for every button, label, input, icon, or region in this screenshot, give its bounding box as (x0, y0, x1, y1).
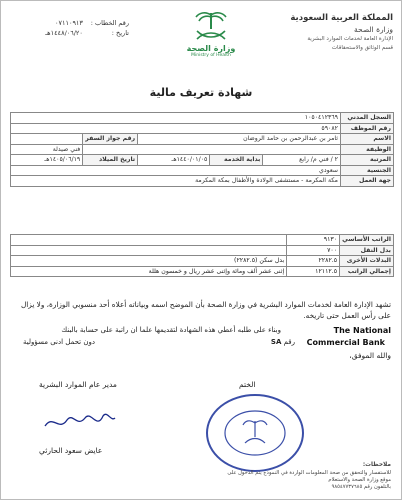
request-phrase: وبناء على طلبه أعطي هذه الشهادة لتقديمها (154, 326, 281, 334)
table-row (11, 123, 394, 134)
liability-text: دون تحمل ادنى مسؤولية (23, 338, 95, 346)
stamp-label: الختم (239, 380, 256, 389)
info-value: سعودي (11, 165, 341, 176)
salary-note: بدل سكن (٢٢٨٢.٥) (11, 256, 287, 267)
salary-label: إجمالي الراتب (340, 266, 394, 277)
info-value: ٥٩٠٨٢ (11, 123, 341, 134)
notes-line: للاستفسار والتحقق من صحة المعلومات الواردة في النموذج يتم الدخول على موقع وزارة الصحة والاستعلام (227, 469, 391, 483)
ministry-logo (175, 9, 247, 67)
ministry-heading (243, 13, 393, 52)
info-value: ٢ / فني م/ رابع (263, 155, 341, 166)
salary-label: الراتب الأساسي (340, 235, 394, 246)
logo-english-text: Ministry of Health (191, 53, 231, 58)
table-row (11, 134, 394, 145)
document-title: شهادة تعريف مالية (149, 86, 253, 99)
closing-text: والله الموفق، (349, 351, 391, 360)
passport-label: رقم جواز السفر (83, 134, 138, 145)
bank-details (11, 326, 391, 352)
manager-name: عايض سعود الحارثي (39, 446, 103, 455)
reference-block (9, 19, 129, 39)
info-value (83, 144, 341, 155)
passport-value (11, 134, 83, 145)
service-start-value: ١٤٤٠/٠١/٠٥هـ (138, 155, 210, 166)
bank-name-part2: Commercial Bank (306, 338, 385, 347)
info-value: مكة المكرمة - مستشفى الولادة والأطفال بمكة المكرمة (11, 176, 341, 187)
table-row (11, 155, 394, 166)
notes-phone: بالتلفون رقم ٩٨٥٤٧٧٣٧٦٨٥ (331, 483, 391, 490)
salary-table (10, 234, 394, 277)
request-text (51, 326, 281, 334)
certification-paragraph: تشهد الإدارة العامة لخدمات الموارد البشرية في وزارة الصحة بأن الموضح اسمه وبياناته أعلاه أحد منسوبي الوزارة، ولا يزال على رأس العمل حتى تاريخه. (20, 300, 391, 320)
job-title-value: فني صيدلة (11, 144, 83, 155)
notes-title: ملاحظات: (362, 462, 391, 468)
salary-value: ٧٠٠ (287, 245, 340, 256)
salary-value: ٢٢٨٢.٥ (287, 256, 340, 267)
table-row (11, 235, 394, 246)
table-row (11, 144, 394, 155)
signature-icon (41, 406, 119, 436)
table-row (11, 165, 394, 176)
info-label: الوظيفة (341, 144, 394, 155)
info-label: الجنسية (341, 165, 394, 176)
info-label: المرتبة (341, 155, 394, 166)
kingdom-name: المملكة العربية السعودية (290, 13, 393, 23)
table-row (11, 113, 394, 124)
palm-swords-icon (191, 9, 231, 43)
salary-note: إثنى عشر ألف ومائة وإثنى عشر ريال و خمسون هللة (11, 266, 287, 277)
ref-number-label: رقم الخطاب : (90, 19, 129, 27)
employee-info-table (10, 112, 394, 187)
notes-section (221, 462, 391, 491)
manager-title: مدير عام الموارد البشرية (39, 380, 117, 389)
birth-date-value: ١٤٠٥/٠٦/١٩هـ (11, 155, 83, 166)
date-label: تاريخ : (111, 28, 129, 37)
ref-number-value: ٠٧١١٠٩١٣ (54, 19, 83, 27)
account-label: رقم (283, 338, 295, 346)
logo-arabic-text: وزارة الصحة (186, 44, 236, 53)
bank-name-part1: The National (333, 326, 391, 335)
salary-label: البدلات الأخرى (340, 256, 394, 267)
table-row (11, 256, 394, 267)
salary-note (11, 245, 287, 256)
info-label: الاسم (341, 134, 394, 145)
certificate-body (11, 300, 391, 321)
service-start-label: بداية الخدمة (210, 155, 263, 166)
table-row (11, 266, 394, 277)
table-row (11, 245, 394, 256)
date-value: ١٤٤٨/٠٦/٢٠هـ (45, 28, 83, 37)
salary-label: بدل النقل (340, 245, 394, 256)
salary-note (11, 235, 287, 246)
salary-value: ٩١٣٠ (287, 235, 340, 246)
account-number (271, 338, 295, 346)
bank-phrase: علما ان راتبة على حسابة بالبنك (61, 326, 153, 334)
table-row (11, 176, 394, 187)
info-label: جهة العمل (341, 176, 394, 187)
letterhead (9, 7, 393, 71)
section-name: قسم الوثائق والاستحقاقات (331, 45, 393, 52)
info-value: ١٠٥٠٤١٢٣٦٩ (11, 113, 341, 124)
info-label: السجل المدني (341, 113, 394, 124)
ministry-name: وزارة الصحة (354, 25, 393, 34)
salary-value: ١٢١١٢.٥ (287, 266, 340, 277)
birth-date-label: تاريخ الميلاد (83, 155, 138, 166)
info-label: رقم الموظف (341, 123, 394, 134)
info-value: ثامر بن عبدالرحمن بن حامد الروضان (138, 134, 341, 145)
department-name: الإدارة العامة لخدمات الموارد البشرية (307, 36, 393, 42)
account-prefix: SA (270, 338, 282, 346)
